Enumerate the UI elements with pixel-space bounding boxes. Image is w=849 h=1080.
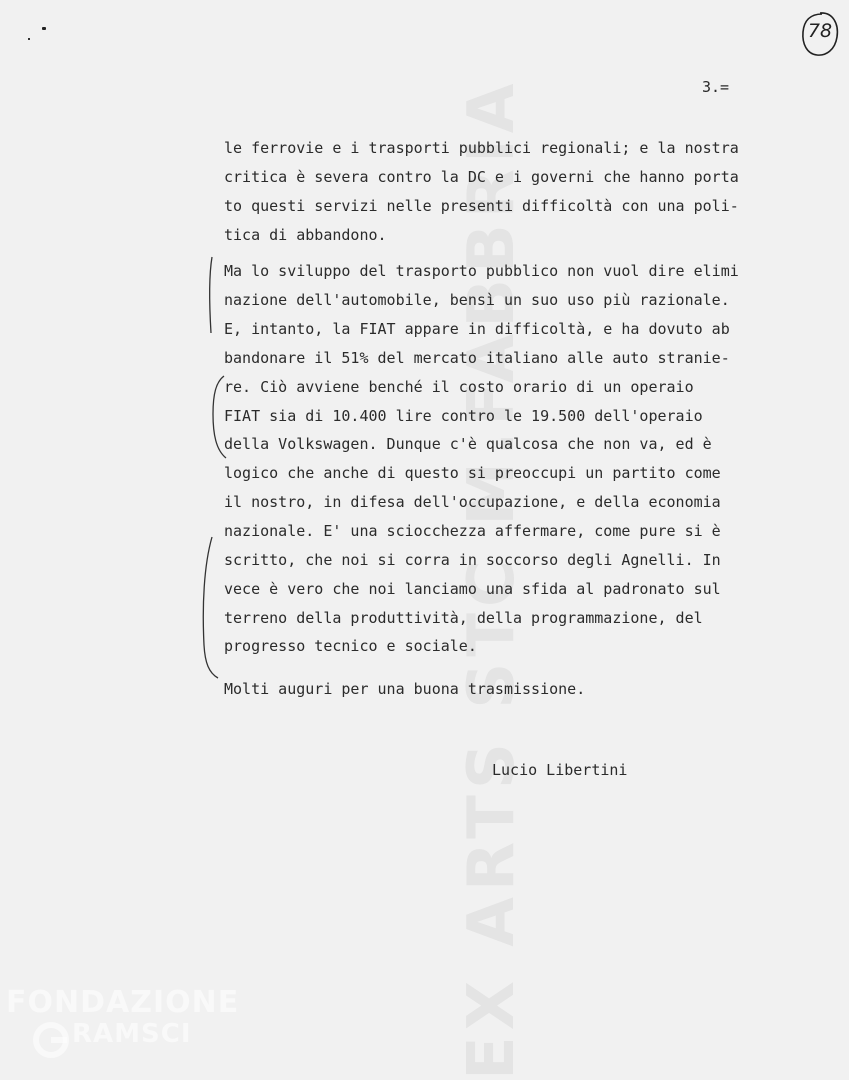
logo-line-1: FONDAZIONE [6, 985, 240, 1020]
text-line: bandonare il 51% del mercato italiano alle auto stranie- [224, 348, 730, 367]
ink-speck [42, 27, 46, 30]
text-line: logico che anche di questo si preoccupi un partito come [224, 464, 721, 483]
text-line: FIAT sia di 10.400 lire contro le 19.500 dell'operaio [224, 406, 703, 425]
text-line: le ferrovie e i trasporti pubblici regionali; e la nostra [224, 139, 739, 157]
paragraph-2 [224, 257, 784, 661]
text-line: il nostro, in difesa dell'occupazione, e della economia [224, 493, 721, 512]
text-line: tica di abbandono. [224, 225, 387, 244]
text-line: nazionale. E' una sciocchezza affermare, come pure si è [224, 521, 721, 540]
text-line: della Volkswagen. Dunque c'è qualcosa che non va, ed è [224, 435, 712, 454]
text-line: to questi servizi nelle presenti difficoltà con una poli- [224, 196, 739, 215]
archive-number-stamp [800, 10, 840, 58]
text-line: Ma lo sviluppo del trasporto pubblico non vuol dire elimi [224, 262, 739, 281]
margin-bracket-mark [204, 374, 228, 460]
paragraph-1 [224, 134, 784, 249]
signature: Lucio Libertini [492, 761, 628, 779]
text-line: scritto, che noi si corra in soccorso degli Agnelli. In [224, 550, 721, 569]
fondazione-gramsci-logo [6, 985, 240, 1070]
margin-bracket-mark [200, 255, 220, 335]
archive-number-text: 78 [807, 20, 833, 42]
text-line: terreno della produttività, della programmazione, del [224, 608, 703, 627]
margin-bracket-mark [196, 535, 220, 680]
closing-line: Molti auguri per una buona trasmissione. [224, 680, 586, 698]
text-line: vece è vero che noi lanciamo una sfida al padronato sul [224, 579, 721, 598]
ink-speck [28, 38, 30, 40]
logo-line-2: RAMSCI [72, 1019, 192, 1049]
text-line: progresso tecnico e sociale. [224, 637, 477, 656]
text-line: nazione dell'automobile, bensì un suo uso più razionale. [224, 291, 730, 310]
bleed-through-watermark: EX ARTS STC M.FABBRIA [455, 77, 529, 1080]
text-line: re. Ciò avviene benché il costo orario di un operaio [224, 377, 694, 396]
text-line: critica è severa contro la DC e i governi che hanno porta [224, 167, 739, 186]
page-number: 3.= [702, 78, 730, 96]
logo-g-icon [32, 1021, 70, 1059]
text-line: E, intanto, la FIAT appare in difficoltà, e ha dovuto ab [224, 320, 730, 339]
letter-body [224, 134, 784, 661]
